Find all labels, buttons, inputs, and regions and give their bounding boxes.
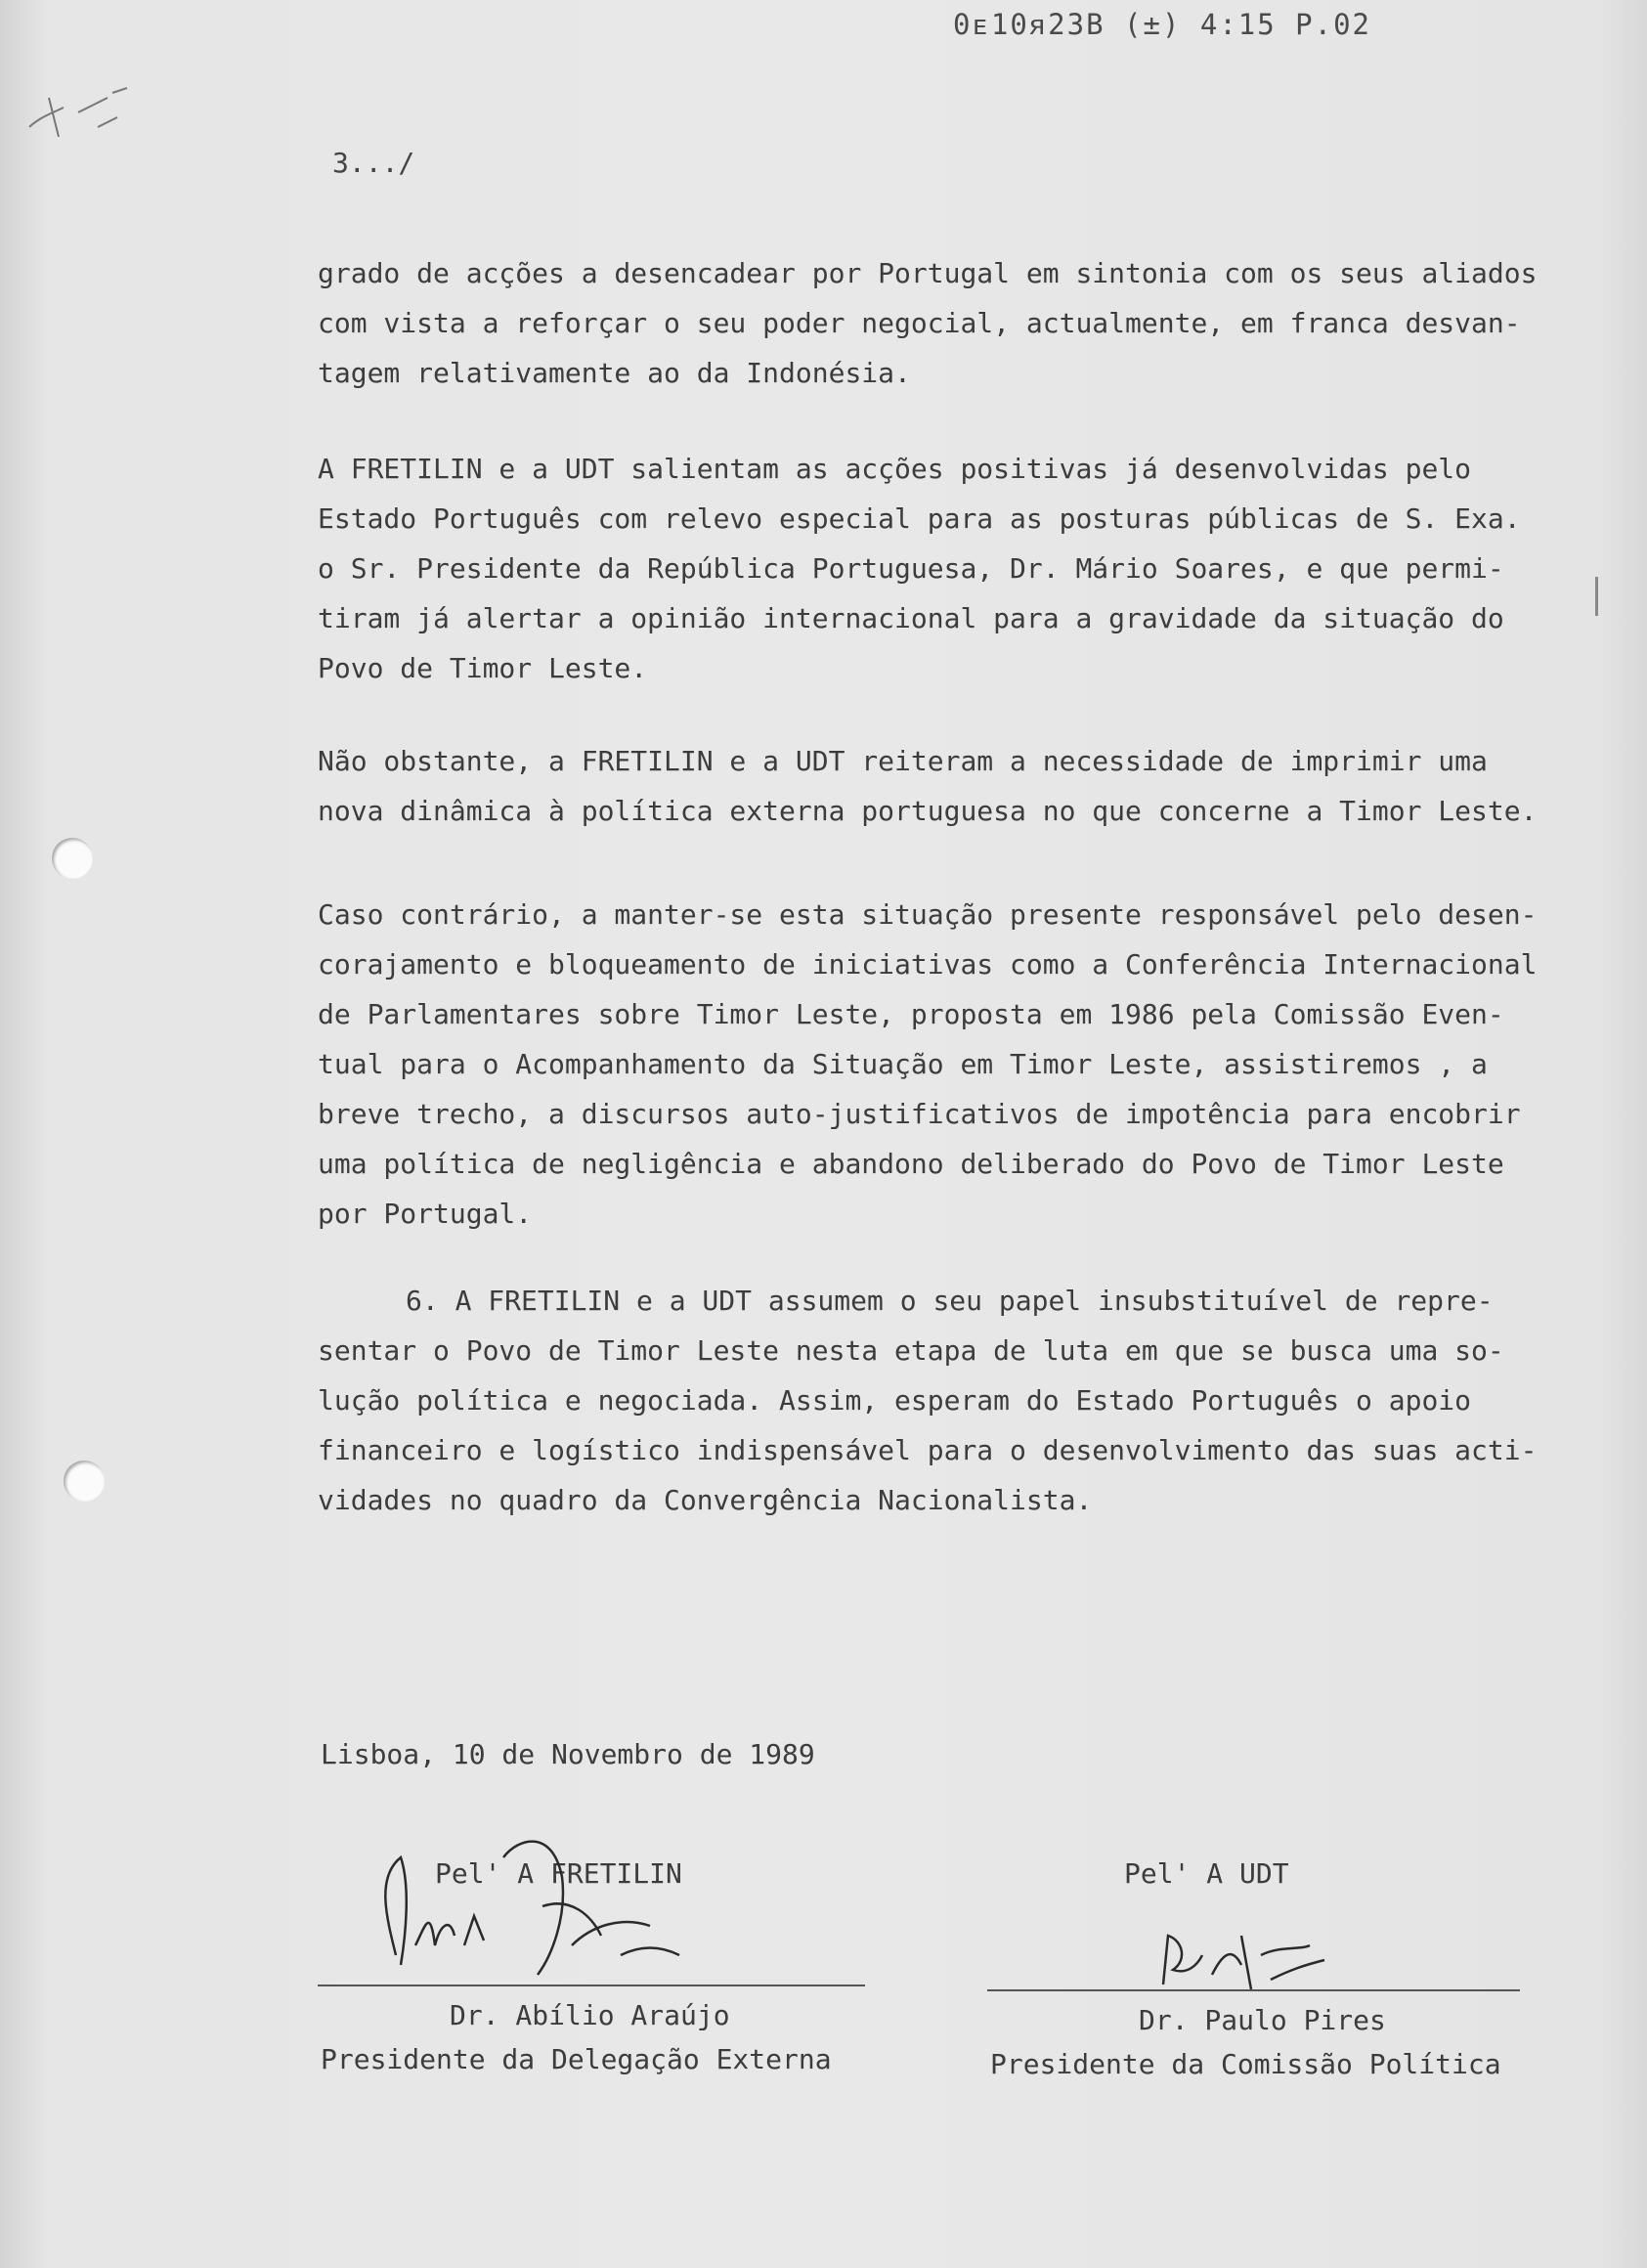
text-line: com vista a reforçar o seu poder negocial, actualmente, em franca desvan-	[318, 307, 1521, 339]
text-line: 6. A FRETILIN e a UDT assumem o seu papel insubstituível de repre-	[406, 1285, 1494, 1317]
paragraph-3	[318, 736, 1539, 836]
text-line: por Portugal.	[318, 1198, 533, 1230]
paragraph-4	[318, 890, 1539, 1239]
text-line: de Parlamentares sobre Timor Leste, proposta em 1986 pela Comissão Even-	[318, 998, 1504, 1030]
fax-header: 0ᴇ10ᴙ23B (±) 4:15 P.02	[953, 8, 1371, 41]
date-line: Lisboa, 10 de Novembro de 1989	[321, 1738, 815, 1770]
text-line: Caso contrário, a manter-se esta situação presente responsável pelo desen-	[318, 898, 1538, 931]
text-line: Não obstante, a FRETILIN e a UDT reiteram a necessidade de imprimir uma	[318, 745, 1488, 777]
text-line: o Sr. Presidente da República Portuguesa, Dr. Mário Soares, e que permi-	[318, 552, 1504, 585]
text-line: breve trecho, a discursos auto-justificativos de impotência para encobrir	[318, 1098, 1521, 1130]
handwritten-signature-icon	[357, 1818, 728, 1994]
on-behalf-label: Pel' A FRETILIN	[435, 1857, 682, 1890]
text-line: Povo de Timor Leste.	[318, 652, 648, 684]
text-line: tiram já alertar a opinião internacional para a gravidade da situação do	[318, 602, 1504, 634]
paragraph-5	[318, 1276, 1539, 1525]
text-line: sentar o Povo de Timor Leste nesta etapa de luta em que se busca uma so-	[318, 1334, 1504, 1367]
text-line: nova dinâmica à política externa portuguesa no que concerne a Timor Leste.	[318, 795, 1538, 827]
signature-line	[987, 1989, 1520, 1991]
on-behalf-label: Pel' A UDT	[1124, 1857, 1289, 1890]
text-line: grado de acções a desencadear por Portugal em sintonia com os seus aliados	[318, 257, 1538, 289]
text-line: uma política de negligência e abandono deliberado do Povo de Timor Leste	[318, 1148, 1504, 1180]
signatory-title: Presidente da Comissão Política	[990, 2048, 1501, 2080]
signatory-title: Presidente da Delegação Externa	[321, 2043, 832, 2075]
page-reference: 3.../	[332, 147, 415, 179]
text-line: financeiro e logístico indispensável para o desenvolvimento das suas acti-	[318, 1434, 1538, 1466]
edge-mark	[1595, 577, 1598, 616]
signatory-name: Dr. Abílio Araújo	[450, 1999, 730, 2031]
paragraph-2	[318, 444, 1539, 693]
text-line: tual para o Acompanhamento da Situação em Timor Leste, assistiremos , a	[318, 1048, 1488, 1080]
text-line: corajamento e bloqueamento de iniciativas como a Conferência Internacional	[318, 948, 1538, 981]
text-line: lução política e negociada. Assim, esperam do Estado Português o apoio	[318, 1384, 1472, 1417]
paragraph-1	[318, 248, 1539, 398]
handwritten-corner-mark	[20, 59, 147, 166]
signature-line	[318, 1984, 865, 1986]
signatory-name: Dr. Paulo Pires	[1139, 2004, 1386, 2036]
punch-hole	[64, 1461, 105, 1502]
text-line: Estado Português com relevo especial para as posturas públicas de S. Exa.	[318, 502, 1521, 535]
punch-hole	[52, 838, 93, 879]
text-line: A FRETILIN e a UDT salientam as acções positivas já desenvolvidas pelo	[318, 453, 1472, 485]
text-line: vidades no quadro da Convergência Nacionalista.	[318, 1484, 1093, 1516]
text-line: tagem relativamente ao da Indonésia.	[318, 357, 911, 389]
